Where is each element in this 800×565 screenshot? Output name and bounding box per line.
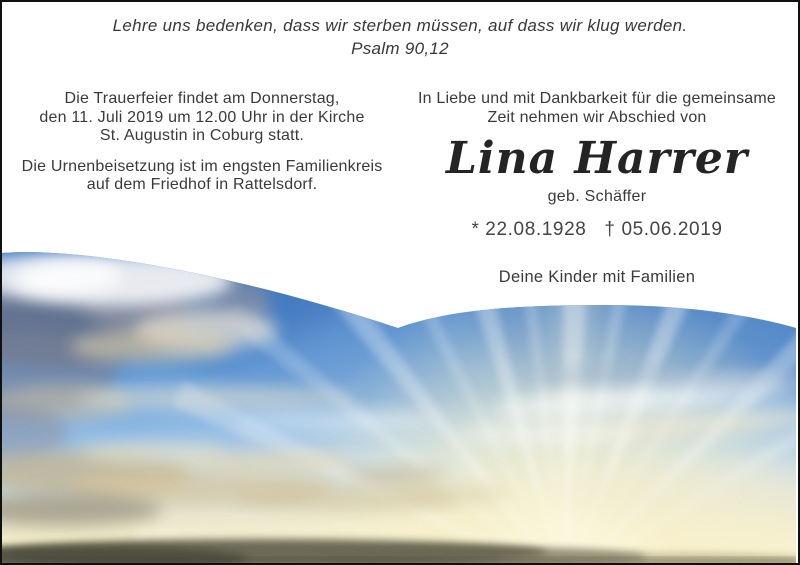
text-line: Zeit nehmen wir Abschied von [487, 108, 707, 126]
farewell-text [402, 90, 792, 127]
life-dates [402, 219, 792, 241]
text-line: In Liebe und mit Dankbarkeit für die gemeinsame [417, 90, 777, 107]
sky-sunrays-photo [2, 248, 798, 563]
maiden-name: geb. Schäffer [547, 188, 647, 206]
funeral-info [12, 90, 392, 146]
text-line: Die Trauerfeier findet am Donnerstag, [64, 90, 340, 107]
death-date: † 05.06.2019 [604, 219, 723, 241]
burial-info [12, 158, 392, 195]
service-info [12, 90, 392, 195]
sky-photo-layers [2, 248, 798, 563]
psalm-source: Psalm 90,12 [351, 39, 449, 58]
deceased-name: Lina Harrer [445, 133, 749, 185]
text-line: St. Augustin in Coburg statt. [99, 127, 305, 145]
text-line: auf dem Friedhof in Rattelsdorf. [86, 176, 318, 194]
text-line: den 11. Juli 2019 um 12.00 Uhr in der Kirche [39, 108, 365, 126]
family-signature: Deine Kinder mit Familien [498, 268, 696, 287]
text-line: Die Urnenbeisetzung ist im engsten Familienkreis [21, 157, 383, 175]
birth-date: * 22.08.1928 [471, 219, 587, 241]
psalm-quote: Lehre uns bedenken, dass wir sterben müssen, auf dass wir klug werden. [112, 16, 688, 35]
